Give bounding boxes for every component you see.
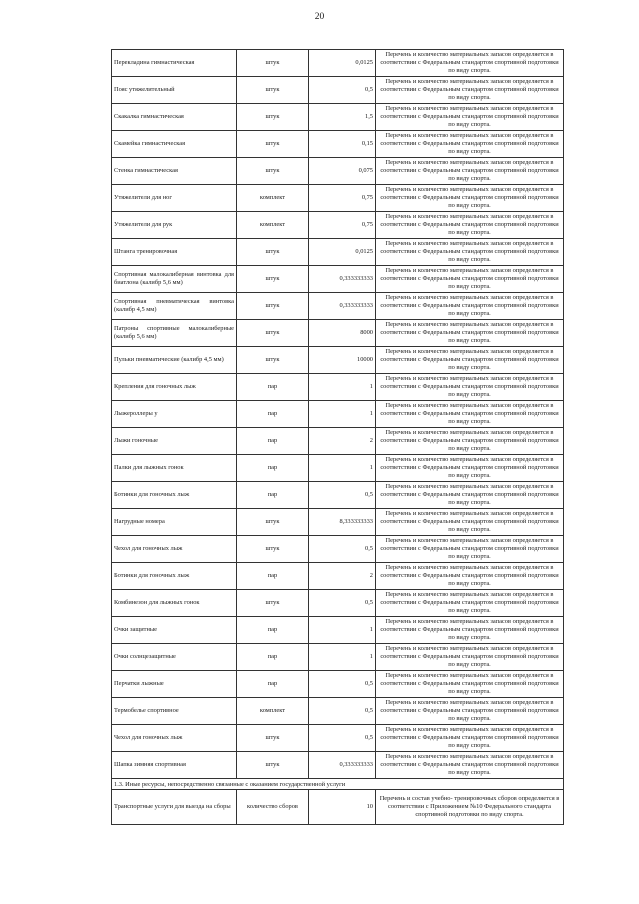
item-name: Перчатки лыжные [112,671,237,698]
item-unit: штук [237,590,309,617]
item-unit: комплект [237,185,309,212]
item-name: Комбинезон для лыжных гонок [112,590,237,617]
item-basis: Перечень и количество материальных запасов определяется в соответствии с Федеральным стандартом спортивной подготовки по виду спорта. [376,293,564,320]
item-basis: Перечень и количество материальных запасов определяется в соответствии с Федеральным стандартом спортивной подготовки по виду спорта. [376,536,564,563]
item-name: Лыжи гоночные [112,428,237,455]
item-basis: Перечень и количество материальных запасов определяется в соответствии с Федеральным стандартом спортивной подготовки по виду спорта. [376,617,564,644]
table-row [112,482,564,509]
item-basis: Перечень и количество материальных запасов определяется в соответствии с Федеральным стандартом спортивной подготовки по виду спорта. [376,131,564,158]
item-name: Ботинки для гоночных лыж [112,482,237,509]
item-quantity: 0,5 [309,725,376,752]
item-name: Чехол для гоночных лыж [112,536,237,563]
item-quantity: 1 [309,455,376,482]
item-quantity: 0,333333333 [309,293,376,320]
table-row [112,671,564,698]
item-quantity: 8,333333333 [309,509,376,536]
item-unit: штук [237,266,309,293]
item-name: Патроны спортивные малокалиберные (калибр 5,6 мм) [112,320,237,347]
table-row [112,455,564,482]
table-row [112,563,564,590]
item-unit: пар [237,374,309,401]
item-quantity: 0,0125 [309,50,376,77]
item-name: Пульки пневматические (калибр 4,5 мм) [112,347,237,374]
item-name: Перекладина гимнастическая [112,50,237,77]
table-row [112,185,564,212]
item-name: Нагрудные номера [112,509,237,536]
item-unit: штук [237,509,309,536]
item-basis: Перечень и количество материальных запасов определяется в соответствии с Федеральным стандартом спортивной подготовки по виду спорта. [376,185,564,212]
item-name: Крепления для гоночных лыж [112,374,237,401]
item-quantity: 2 [309,428,376,455]
item-quantity: 0,5 [309,671,376,698]
item-name: Очки солнцезащитные [112,644,237,671]
item-basis: Перечень и количество материальных запасов определяется в соответствии с Федеральным стандартом спортивной подготовки по виду спорта. [376,725,564,752]
table-row [112,266,564,293]
item-unit: количество сборов [237,790,309,825]
item-name: Чехол для гоночных лыж [112,725,237,752]
item-unit: штук [237,104,309,131]
item-quantity: 2 [309,563,376,590]
item-name: Стенка гимнастическая [112,158,237,185]
page-number: 20 [314,12,325,22]
table-row [112,509,564,536]
item-quantity: 0,5 [309,77,376,104]
item-name: Палки для лыжных гонок [112,455,237,482]
item-unit: пар [237,617,309,644]
item-basis: Перечень и количество материальных запасов определяется в соответствии с Федеральным стандартом спортивной подготовки по виду спорта. [376,239,564,266]
item-name: Ботинки для гоночных лыж [112,563,237,590]
item-basis: Перечень и количество материальных запасов определяется в соответствии с Федеральным стандартом спортивной подготовки по виду спорта. [376,644,564,671]
item-quantity: 10000 [309,347,376,374]
table-row [112,790,564,825]
item-quantity: 0,15 [309,131,376,158]
item-basis: Перечень и количество материальных запасов определяется в соответствии с Федеральным стандартом спортивной подготовки по виду спорта. [376,50,564,77]
table-row [112,401,564,428]
item-unit: пар [237,482,309,509]
table-row [112,131,564,158]
table-row [112,104,564,131]
table-row [112,698,564,725]
item-name: Шапка зимняя спортивная [112,752,237,779]
item-unit: штук [237,320,309,347]
item-unit: комплект [237,698,309,725]
item-basis: Перечень и количество материальных запасов определяется в соответствии с Федеральным стандартом спортивной подготовки по виду спорта. [376,482,564,509]
item-quantity: 1 [309,401,376,428]
item-name: Транспортные услуги для выезда на сборы [112,790,237,825]
item-basis: Перечень и количество материальных запасов определяется в соответствии с Федеральным стандартом спортивной подготовки по виду спорта. [376,671,564,698]
item-basis: Перечень и количество материальных запасов определяется в соответствии с Федеральным стандартом спортивной подготовки по виду спорта. [376,212,564,239]
item-basis: Перечень и количество материальных запасов определяется в соответствии с Федеральным стандартом спортивной подготовки по виду спорта. [376,752,564,779]
item-name: Спортивная пневматическая винтовка (калибр 4,5 мм) [112,293,237,320]
item-name: Скакалка гимнастическая [112,104,237,131]
table-row [112,752,564,779]
item-quantity: 0,5 [309,536,376,563]
table-row [112,50,564,77]
table-row [112,158,564,185]
item-unit: штук [237,239,309,266]
item-unit: пар [237,644,309,671]
item-quantity: 1,5 [309,104,376,131]
item-basis: Перечень и количество материальных запасов определяется в соответствии с Федеральным стандартом спортивной подготовки по виду спорта. [376,104,564,131]
item-quantity: 0,333333333 [309,266,376,293]
item-name: Пояс утяжелительный [112,77,237,104]
item-unit: штук [237,50,309,77]
item-basis: Перечень и количество материальных запасов определяется в соответствии с Федеральным стандартом спортивной подготовки по виду спорта. [376,698,564,725]
item-unit: штук [237,77,309,104]
item-quantity: 10 [309,790,376,825]
item-unit: пар [237,401,309,428]
item-quantity: 0,075 [309,158,376,185]
table-row [112,77,564,104]
item-unit: пар [237,455,309,482]
item-quantity: 0,5 [309,698,376,725]
item-quantity: 0,5 [309,590,376,617]
item-name: Скамейка гимнастическая [112,131,237,158]
item-quantity: 1 [309,374,376,401]
resources-table [111,49,564,825]
item-name: Лыжероллеры у [112,401,237,428]
item-unit: штук [237,347,309,374]
item-quantity: 0,0125 [309,239,376,266]
table-row [112,212,564,239]
table-row [112,428,564,455]
item-unit: пар [237,428,309,455]
item-name: Спортивная малокалиберная винтовка для биатлона (калибр 5,6 мм) [112,266,237,293]
table-row [112,617,564,644]
table-row [112,590,564,617]
item-quantity: 0,5 [309,482,376,509]
table-row [112,239,564,266]
item-basis: Перечень и количество материальных запасов определяется в соответствии с Федеральным стандартом спортивной подготовки по виду спорта. [376,374,564,401]
table-row [112,725,564,752]
item-basis: Перечень и количество материальных запасов определяется в соответствии с Федеральным стандартом спортивной подготовки по виду спорта. [376,266,564,293]
item-quantity: 0,333333333 [309,752,376,779]
item-basis: Перечень и количество материальных запасов определяется в соответствии с Федеральным стандартом спортивной подготовки по виду спорта. [376,509,564,536]
item-quantity: 0,75 [309,212,376,239]
item-basis: Перечень и количество материальных запасов определяется в соответствии с Федеральным стандартом спортивной подготовки по виду спорта. [376,428,564,455]
item-unit: штук [237,158,309,185]
item-name: Утяжелители для ног [112,185,237,212]
table-row [112,347,564,374]
table-row [112,293,564,320]
item-unit: штук [237,293,309,320]
item-basis: Перечень и количество материальных запасов определяется в соответствии с Федеральным стандартом спортивной подготовки по виду спорта. [376,347,564,374]
table-row [112,320,564,347]
item-name: Штанга тренировочная [112,239,237,266]
item-unit: комплект [237,212,309,239]
item-unit: пар [237,563,309,590]
table-row [112,644,564,671]
item-name: Утяжелители для рук [112,212,237,239]
item-basis: Перечень и количество материальных запасов определяется в соответствии с Федеральным стандартом спортивной подготовки по виду спорта. [376,590,564,617]
item-basis: Перечень и количество материальных запасов определяется в соответствии с Федеральным стандартом спортивной подготовки по виду спорта. [376,455,564,482]
item-basis: Перечень и состав учебно- тренировочных сборов определяется в соответствии с Приложением №10 Федерального стандарта спортивной подготовки по виду спорта. [376,790,564,825]
section-title: 1.3. Иные ресурсы, непосредственно связанные с оказанием государственной услуги [112,779,564,790]
item-unit: штук [237,131,309,158]
item-name: Термобелье спортивное [112,698,237,725]
item-quantity: 8000 [309,320,376,347]
table-row [112,374,564,401]
item-unit: пар [237,671,309,698]
table-row [112,536,564,563]
item-unit: штук [237,725,309,752]
item-basis: Перечень и количество материальных запасов определяется в соответствии с Федеральным стандартом спортивной подготовки по виду спорта. [376,563,564,590]
item-unit: штук [237,536,309,563]
item-basis: Перечень и количество материальных запасов определяется в соответствии с Федеральным стандартом спортивной подготовки по виду спорта. [376,401,564,428]
section-header-row [112,779,564,790]
item-basis: Перечень и количество материальных запасов определяется в соответствии с Федеральным стандартом спортивной подготовки по виду спорта. [376,158,564,185]
item-basis: Перечень и количество материальных запасов определяется в соответствии с Федеральным стандартом спортивной подготовки по виду спорта. [376,77,564,104]
item-quantity: 0,75 [309,185,376,212]
item-unit: штук [237,752,309,779]
item-basis: Перечень и количество материальных запасов определяется в соответствии с Федеральным стандартом спортивной подготовки по виду спорта. [376,320,564,347]
item-quantity: 1 [309,644,376,671]
item-quantity: 1 [309,617,376,644]
item-name: Очки защитные [112,617,237,644]
